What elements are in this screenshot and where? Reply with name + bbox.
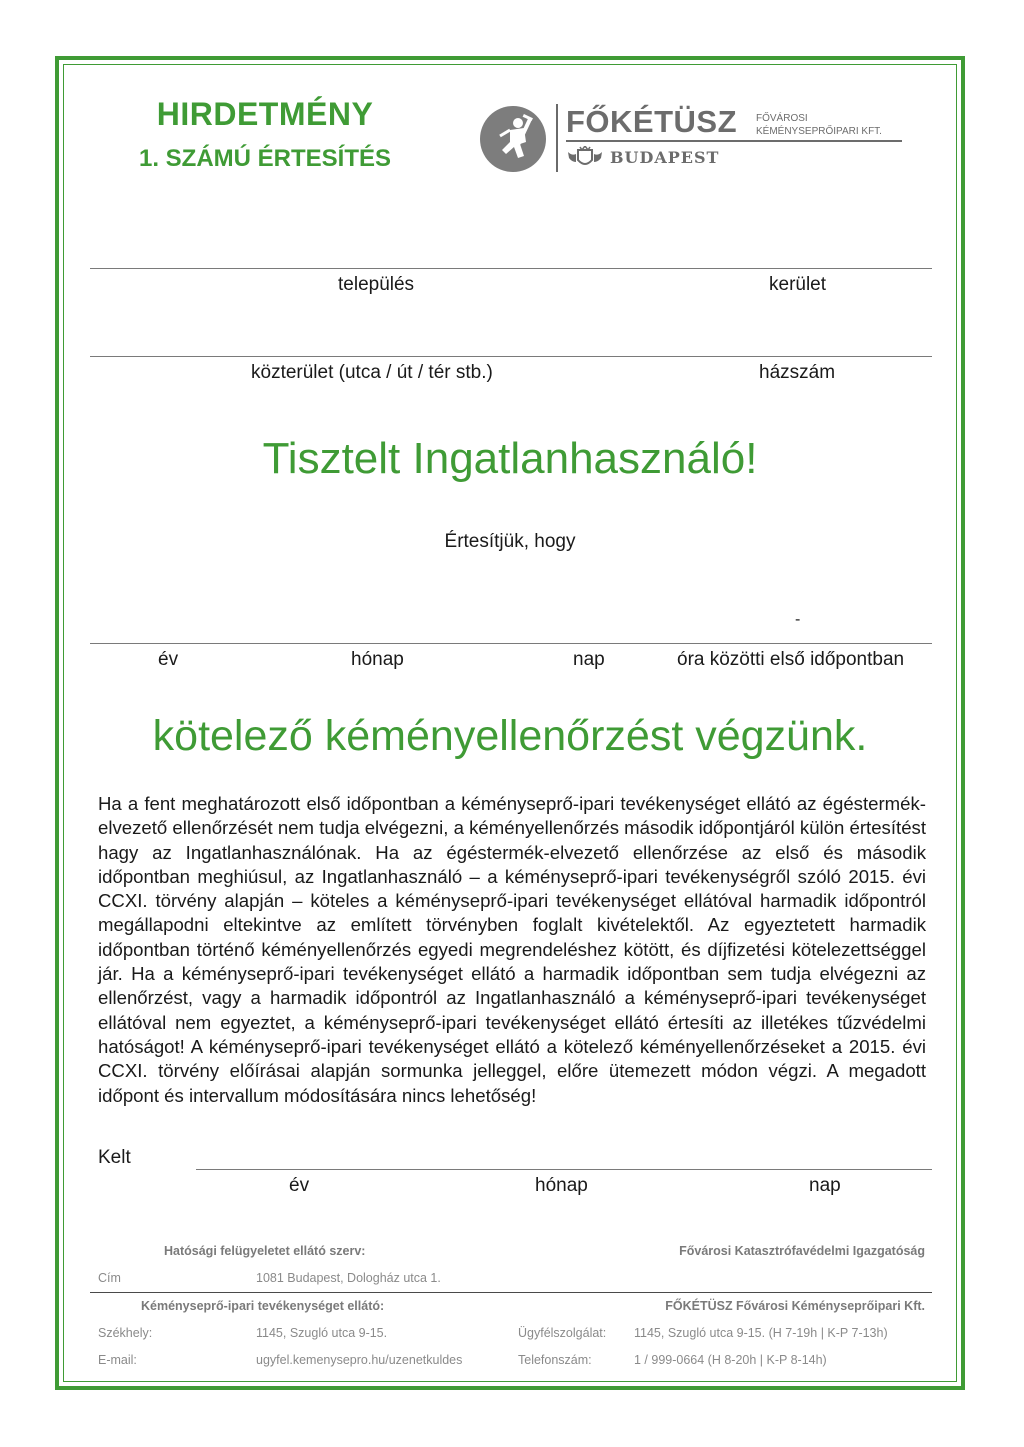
- logo-tagline: [756, 112, 882, 138]
- address-line-1: [90, 268, 932, 269]
- notify-text: Értesítjük, hogy: [444, 531, 576, 552]
- email-value: ugyfel.kemenysepro.hu/uzenetkuldes: [256, 1353, 463, 1367]
- house-number-label: házszám: [759, 362, 836, 383]
- notice-title: HIRDETMÉNY: [156, 96, 374, 132]
- kelt-day-label: nap: [809, 1175, 841, 1196]
- year-label: év: [158, 649, 179, 670]
- kelt-label: Kelt: [98, 1147, 131, 1168]
- authority-label: Hatósági felügyeletet ellátó szerv:: [164, 1244, 366, 1258]
- provider-name: FŐKÉTÜSZ Fővárosi Kéményseprőipari Kft.: [665, 1299, 925, 1313]
- greeting: Tisztelt Ingatlanhasználó!: [262, 434, 758, 483]
- service-label: Ügyfélszolgálat:: [518, 1326, 607, 1340]
- service-value: 1145, Szugló utca 9-15. (H 7-19h | K-P 7-13h): [634, 1326, 888, 1340]
- logo-tagline-2: KÉMÉNYSEPRŐIPARI KFT.: [756, 126, 882, 137]
- budapest-crest-icon: [566, 146, 604, 170]
- month-label: hónap: [351, 649, 404, 670]
- address-line-2: [90, 356, 932, 357]
- kelt-year-label: év: [289, 1175, 310, 1196]
- phone-label: Telefonszám:: [518, 1353, 592, 1367]
- headline: kötelező kéményellenőrzést végzünk.: [152, 712, 868, 760]
- street-label: közterület (utca / út / tér stb.): [251, 362, 493, 383]
- time-range-dash: -: [795, 611, 801, 628]
- logo-name: FŐKÉTÜSZ: [566, 104, 738, 139]
- appointment-line: [90, 643, 932, 644]
- address-value: 1081 Budapest, Dologház utca 1.: [256, 1271, 441, 1285]
- district-label: kerület: [769, 274, 827, 295]
- chimney-sweep-logo-icon: [480, 106, 546, 172]
- body-paragraph: Ha a fent meghatározott első időpontban a kéményseprő-ipari tevékenységet ellátó az égéstermék-elvezető ellenőrzését nem tudja elvégezni, a kéményellenőrzés második időpontjáról külön értesítést hagy az Ingatlanhasználónak. Ha az égéstermék-elvezető ellenőrzése az első és második időpontban meghiúsul, az Ingatlanhasználó – a kéményseprő-ipari tevékenységről szóló 2015. évi CCXI. törvény alapján – köteles a kéményseprő-ipari tevékenységet ellátóval harmadik időpontról megállapodni eltekintve az említett törvényben foglalt kivételektől. Az egyeztetett harmadik időpontban történő kéményellenőrzés egyedi megrendeléshez kötött, és díjfizetési kötelezettséggel jár. Ha a kéményseprő-ipari tevékenységet ellátó a harmadik időpontban sem tudja elvégezni az ellenőrzést, vagy a harmadik időpontról az Ingatlanhasználó a kéményseprő-ipari tevékenységet ellátóval nem egyeztet, a kéményseprő-ipari tevékenységet ellátó értesíti az illetékes tűzvédelmi hatóságot! A kéményseprő-ipari tevékenységet ellátó a kötelező kéményellenőrzéseket a 2015. évi CCXI. törvény előírásai alapján sormunka jelleggel, előre ütemezett módon végzi. A megadott időpont és intervallum módosítására nincs lehetőség!: [98, 793, 926, 1106]
- logo-separator: [556, 104, 558, 172]
- footer-divider: [90, 1292, 932, 1293]
- authority-name: Fővárosi Katasztrófavédelmi Igazgatóság: [679, 1244, 925, 1258]
- notice-subtitle: 1. SZÁMÚ ÉRTESÍTÉS: [138, 145, 392, 172]
- logo-city: BUDAPEST: [610, 148, 720, 167]
- kelt-month-label: hónap: [535, 1175, 588, 1196]
- settlement-label: település: [338, 274, 415, 295]
- hours-label: óra közötti első időpontban: [677, 649, 905, 670]
- seat-label: Székhely:: [98, 1326, 153, 1340]
- company-logo: [480, 104, 920, 176]
- seat-value: 1145, Szugló utca 9-15.: [256, 1326, 388, 1340]
- phone-value: 1 / 999-0664 (H 8-20h | K-P 8-14h): [634, 1353, 827, 1367]
- logo-tagline-1: FŐVÁROSI: [756, 113, 808, 124]
- email-label: E-mail:: [98, 1353, 137, 1367]
- kelt-line: [196, 1169, 932, 1170]
- address-label: Cím: [98, 1271, 121, 1285]
- day-label: nap: [573, 649, 605, 670]
- logo-underline: [566, 140, 902, 142]
- provider-label: Kéményseprő-ipari tevékenységet ellátó:: [141, 1299, 385, 1313]
